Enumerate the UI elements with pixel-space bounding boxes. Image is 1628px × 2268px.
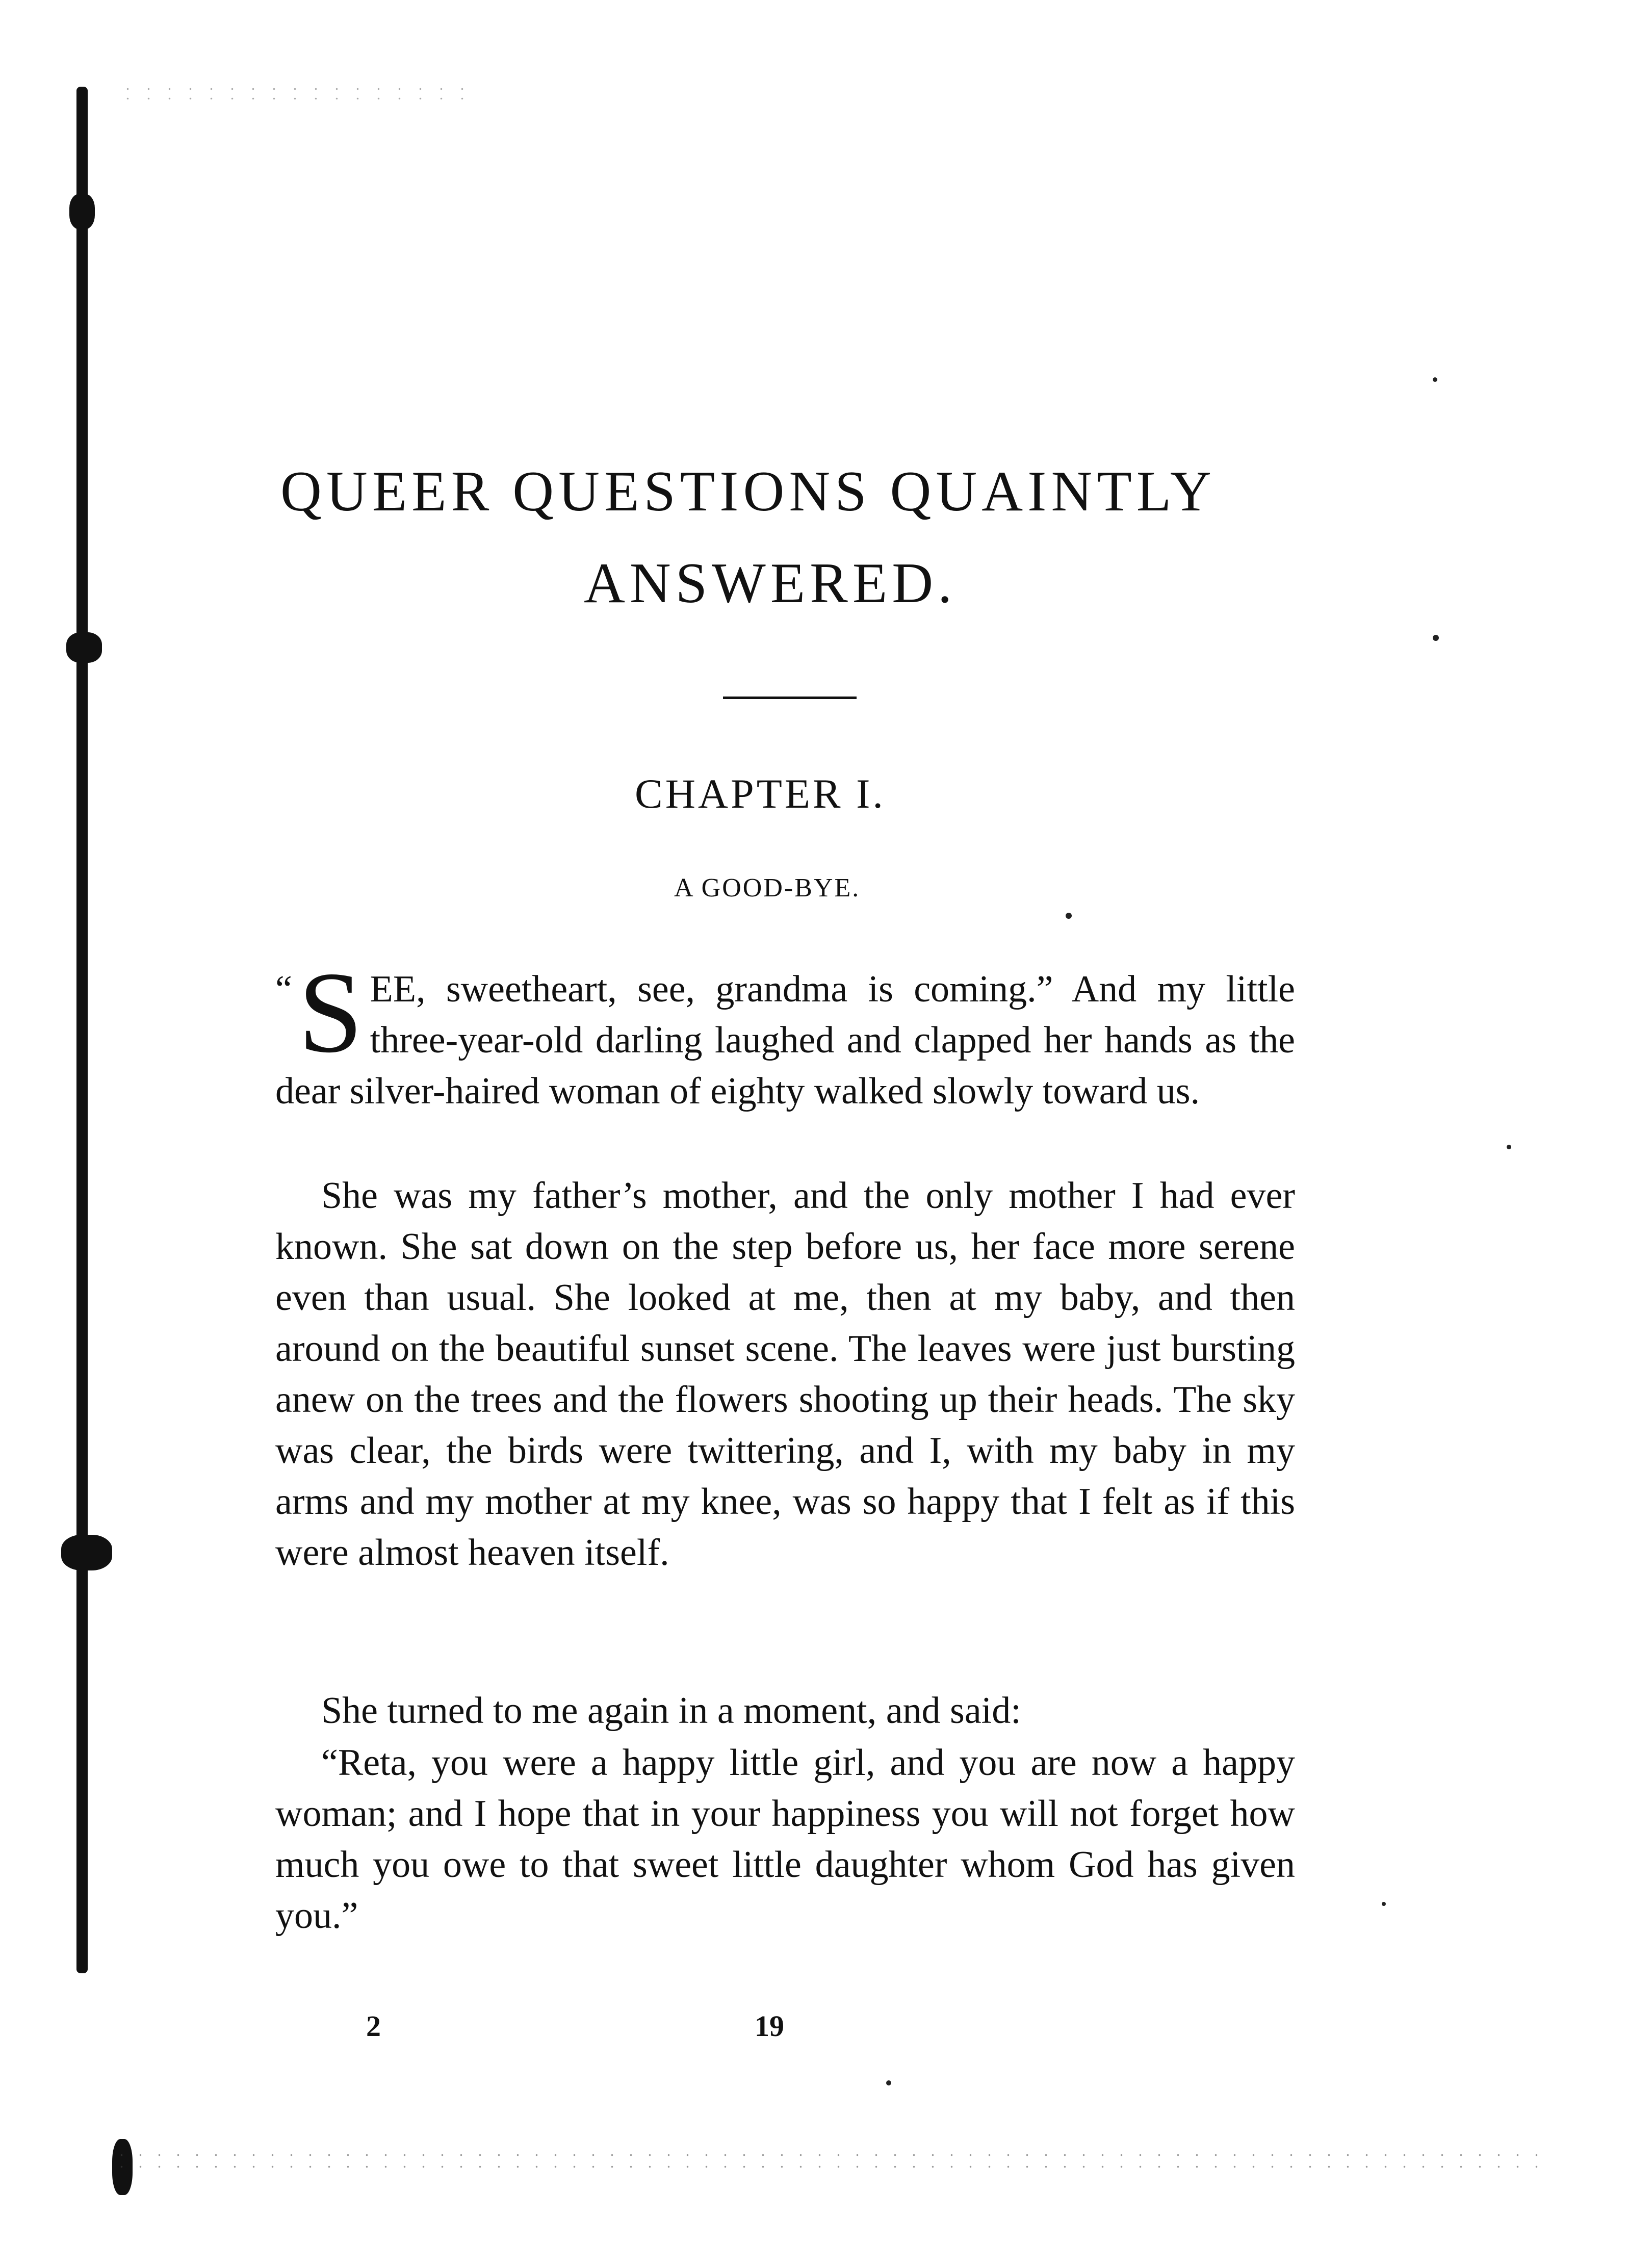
scan-noise-bottom (112, 2149, 1540, 2175)
scan-speck (1066, 913, 1072, 919)
title-divider-rule (723, 697, 857, 699)
opening-quote-mark: “ (275, 968, 292, 1010)
chapter-subheading: A GOOD-BYE. (674, 873, 861, 903)
scan-speck (1507, 1145, 1511, 1149)
paragraph-1-text: EE, sweetheart, see, grandma is coming.” And my little three-year-old darling laughed and clapped her hands as the dear silver-haired woman of eighty walked slowly toward us. (275, 968, 1295, 1112)
page-number: 19 (755, 2009, 784, 2043)
page-binding-edge (76, 87, 88, 1973)
paragraph-2: She was my father’s mother, and the only mother I had ever known. She sat down on the step before us, her face more serene even than usual. She looked at me, then at my baby, and then around on the beautiful sunset scene. The leaves were just bursting anew on the trees and the flowers shooting up their heads. The sky was clear, the birds were twittering, and I, with my baby in my arms and my mother at my knee, was so happy that I felt as if this were almost heaven itself. (275, 1175, 1295, 1574)
scan-speck (1382, 1902, 1386, 1906)
book-title-line-2: ANSWERED. (584, 552, 957, 615)
binding-knot (69, 194, 95, 229)
scan-speck (1433, 635, 1439, 641)
paragraph-3: She turned to me again in a moment, and said: (321, 1690, 1021, 1732)
paragraph-4: “Reta, you were a happy little girl, and you are now a happy woman; and I hope that in your happiness you will not forget how much you owe to that sweet little daughter whom God has given you.” (275, 1742, 1295, 1937)
binding-knot (66, 632, 102, 663)
scan-speck (886, 2080, 891, 2085)
scan-speck (1433, 377, 1437, 382)
drop-cap: S (298, 948, 363, 1077)
paragraph-1 (275, 948, 1295, 1117)
scan-noise-top (117, 84, 474, 99)
book-title-line-1: QUEER QUESTIONS QUAINTLY (280, 460, 1216, 523)
signature-mark: 2 (366, 2009, 381, 2043)
chapter-heading: CHAPTER I. (635, 770, 886, 817)
binding-knot (61, 1535, 112, 1570)
